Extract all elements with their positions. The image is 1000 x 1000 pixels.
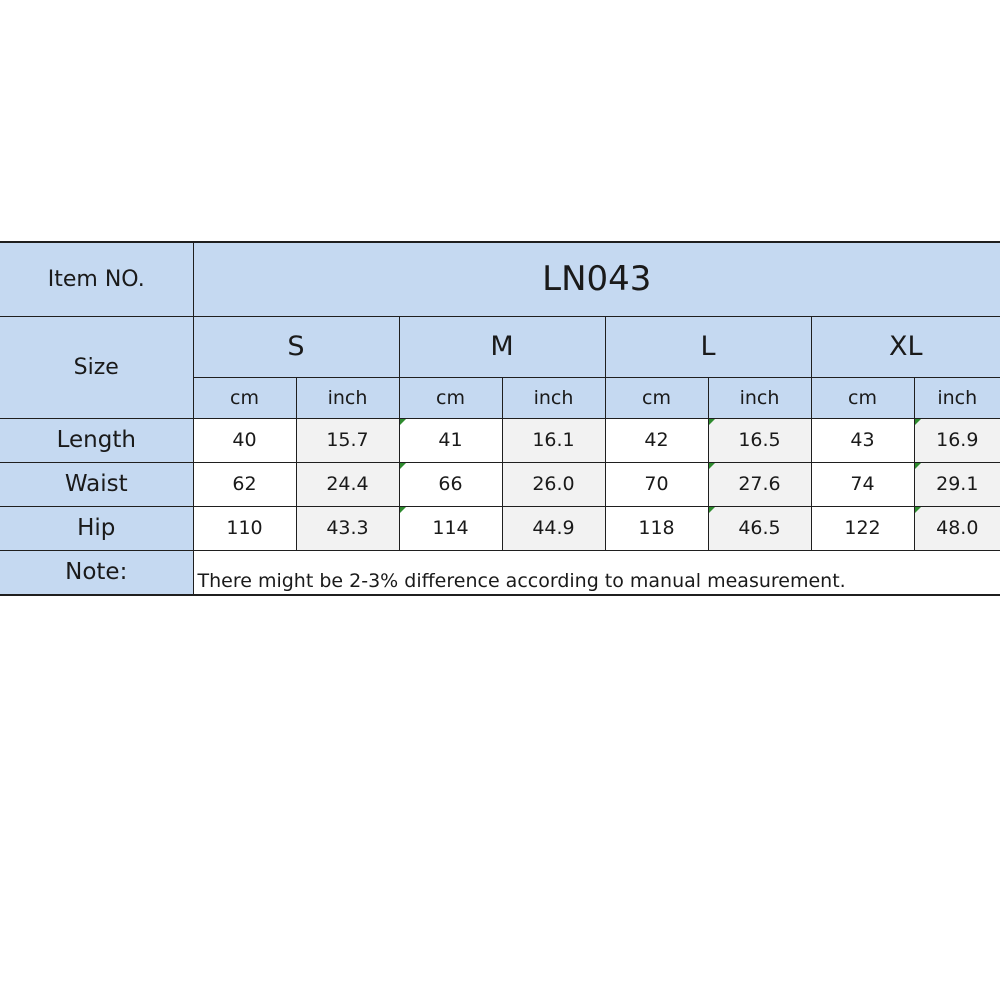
cell-hip-xl-cm: 122 xyxy=(811,506,914,550)
cell-waist-m-cm: 66 xyxy=(399,462,502,506)
size-chart-table xyxy=(0,241,1000,596)
cell-length-l-inch: 16.5 xyxy=(708,418,811,462)
cell-length-xl-cm: 43 xyxy=(811,418,914,462)
cell-hip-s-inch: 43.3 xyxy=(296,506,399,550)
unit-cm: cm xyxy=(193,377,296,418)
item-row xyxy=(0,242,1000,316)
cell-waist-xl-cm: 74 xyxy=(811,462,914,506)
row-label-length: Length xyxy=(0,418,193,462)
row-label-waist: Waist xyxy=(0,462,193,506)
cell-length-m-inch: 16.1 xyxy=(502,418,605,462)
cell-hip-xl-inch: 48.0 xyxy=(914,506,1000,550)
cell-waist-l-cm: 70 xyxy=(605,462,708,506)
row-label-hip: Hip xyxy=(0,506,193,550)
unit-cm: cm xyxy=(399,377,502,418)
item-number-value: LN043 xyxy=(193,242,1000,316)
note-text: There might be 2-3% difference according to manual measurement. xyxy=(193,550,1000,595)
note-row xyxy=(0,550,1000,595)
size-label: Size xyxy=(0,316,193,418)
hip-row xyxy=(0,506,1000,550)
size-s: S xyxy=(193,316,399,377)
unit-cm: cm xyxy=(811,377,914,418)
cell-length-s-inch: 15.7 xyxy=(296,418,399,462)
length-row xyxy=(0,418,1000,462)
unit-inch: inch xyxy=(296,377,399,418)
waist-row xyxy=(0,462,1000,506)
cell-length-xl-inch: 16.9 xyxy=(914,418,1000,462)
cell-waist-m-inch: 26.0 xyxy=(502,462,605,506)
cell-hip-m-inch: 44.9 xyxy=(502,506,605,550)
cell-length-m-cm: 41 xyxy=(399,418,502,462)
cell-waist-s-inch: 24.4 xyxy=(296,462,399,506)
cell-hip-l-inch: 46.5 xyxy=(708,506,811,550)
cell-waist-xl-inch: 29.1 xyxy=(914,462,1000,506)
cell-length-l-cm: 42 xyxy=(605,418,708,462)
item-number-label: Item NO. xyxy=(0,242,193,316)
cell-waist-s-cm: 62 xyxy=(193,462,296,506)
size-xl: XL xyxy=(811,316,1000,377)
cell-waist-l-inch: 27.6 xyxy=(708,462,811,506)
note-label: Note: xyxy=(0,550,193,595)
size-l: L xyxy=(605,316,811,377)
size-names-row xyxy=(0,316,1000,377)
unit-inch: inch xyxy=(502,377,605,418)
unit-inch: inch xyxy=(914,377,1000,418)
cell-length-s-cm: 40 xyxy=(193,418,296,462)
cell-hip-m-cm: 114 xyxy=(399,506,502,550)
unit-cm: cm xyxy=(605,377,708,418)
unit-inch: inch xyxy=(708,377,811,418)
cell-hip-s-cm: 110 xyxy=(193,506,296,550)
cell-hip-l-cm: 118 xyxy=(605,506,708,550)
size-m: M xyxy=(399,316,605,377)
